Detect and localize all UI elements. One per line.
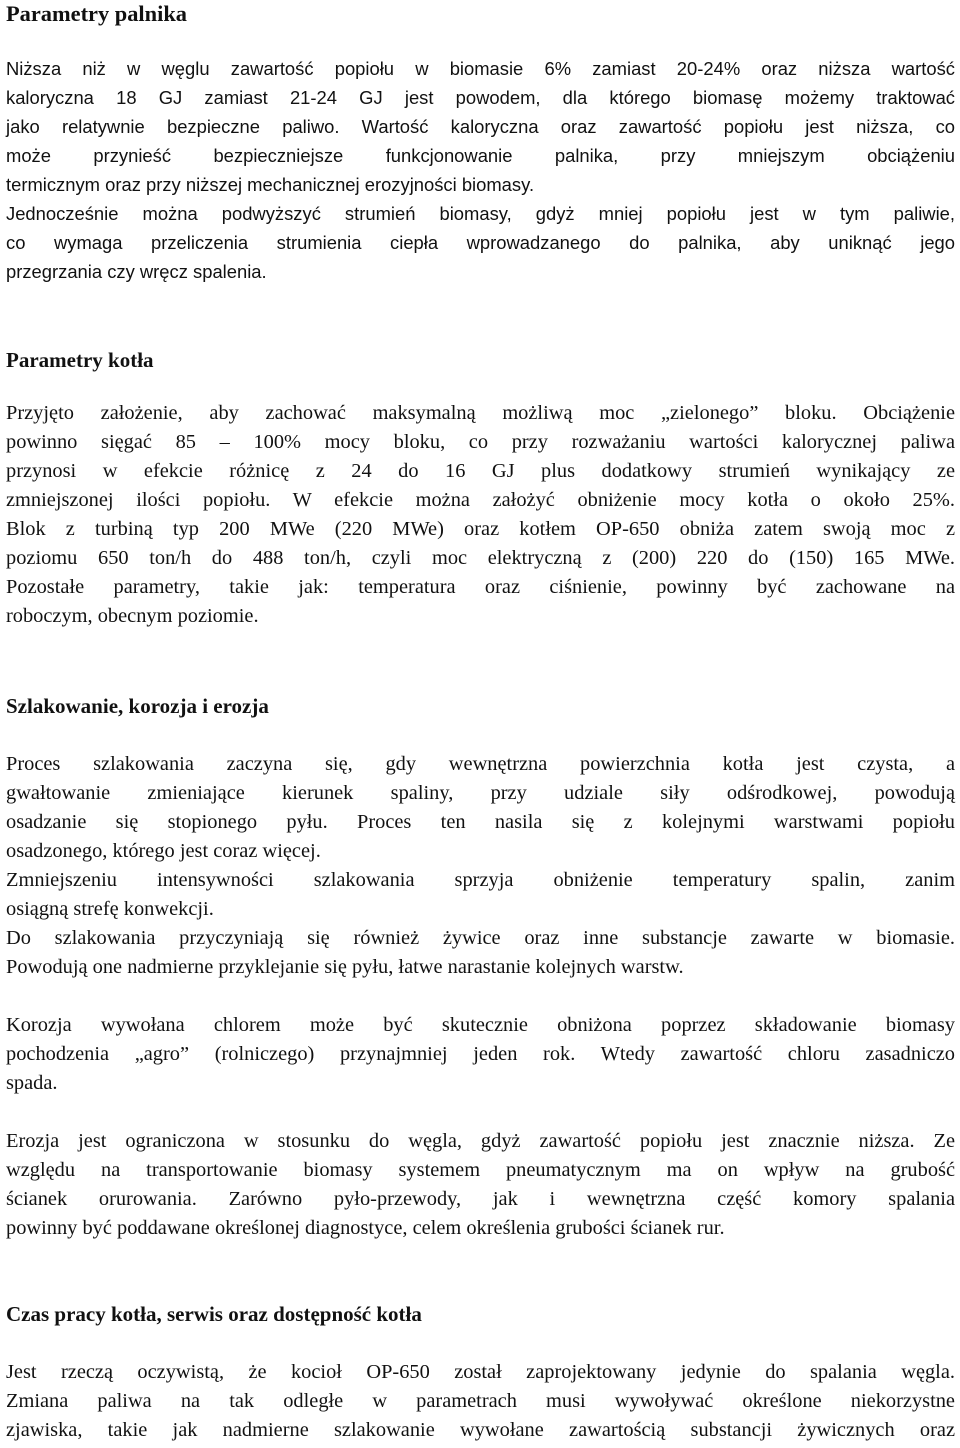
paragraph-erozja: [6, 1127, 955, 1243]
heading-czas-pracy-kotla: Czas pracy kotła, serwis oraz dostępność kotła: [6, 1302, 422, 1326]
text-line: Powodują one nadmierne przyklejanie się pyłu, łatwe narastanie kolejnych warstw.: [6, 956, 684, 978]
heading-parametry-palnika: Parametry palnika: [6, 1, 187, 26]
paragraph-parametry-kotla: [6, 399, 955, 631]
text-line: osadzonego, którego jest coraz więcej.: [6, 840, 321, 862]
text-line: Jednocześnie można podwyższyć strumień biomasy, gdyż mniej popiołu jest w tym paliwie,: [6, 203, 955, 224]
text-line: ścianek orurowania. Zarówno pyło-przewody, jak i wewnętrzna część komory spalania: [6, 1188, 955, 1210]
text-line: osiągną strefę konwekcji.: [6, 898, 214, 920]
text-line: osadzanie się stopionego pyłu. Proces ten nasila się z kolejnymi warstwami popiołu: [6, 811, 955, 833]
paragraph-parametry-palnika: [6, 54, 955, 286]
text-line: Erozja jest ograniczona w stosunku do węgla, gdyż zawartość popiołu jest znacznie niższa. Ze: [6, 1130, 955, 1152]
text-line: zjawiska, takie jak nadmierne szlakowanie wywołane zawartością substancji żywicznych oraz: [6, 1419, 955, 1441]
heading-szlakowanie-korozja-erozja: Szlakowanie, korozja i erozja: [6, 694, 269, 718]
text-line: Korozja wywołana chlorem może być skutecznie obniżona poprzez składowanie biomasy: [6, 1014, 955, 1036]
text-line: zmniejszonej ilości popiołu. W efekcie można założyć obniżenie mocy kotła o około 25%.: [6, 489, 955, 511]
text-line: Do szlakowania przyczyniają się również żywice oraz inne substancje zawarte w biomasie.: [6, 927, 955, 949]
text-line: Blok z turbiną typ 200 MWe (220 MWe) oraz kotłem OP-650 obniża zatem swoją moc z: [6, 518, 955, 540]
text-line: Zmniejszeniu intensywności szlakowania sprzyja obniżenie temperatury spalin, zanim: [6, 869, 955, 891]
text-line: kaloryczna 18 GJ zamiast 21-24 GJ jest powodem, dla którego biomasę możemy traktować: [6, 87, 955, 108]
text-line: termicznym oraz przy niższej mechanicznej erozyjności biomasy.: [6, 174, 535, 195]
text-line: Proces szlakowania zaczyna się, gdy wewnętrzna powierzchnia kotła jest czysta, a: [6, 753, 955, 775]
text-line: powinny być poddawane określonej diagnostyce, celem określenia grubości ścianek rur.: [6, 1217, 725, 1239]
text-line: Jest rzeczą oczywistą, że kocioł OP-650 został zaprojektowany jedynie do spalania węgla.: [6, 1361, 955, 1383]
text-line: powinno sięgać 85 – 100% mocy bloku, co przy rozważaniu wartości kalorycznej paliwa: [6, 431, 955, 453]
paragraph-korozja: [6, 1011, 955, 1098]
text-line: Przyjęto założenie, aby zachować maksymalną możliwą moc „zielonego” bloku. Obciążenie: [6, 402, 955, 424]
paragraph-szlakowanie: [6, 750, 955, 982]
text-line: poziomu 650 ton/h do 488 ton/h, czyli moc elektryczną z (200) 220 do (150) 165 MWe.: [6, 547, 955, 569]
paragraph-czas-pracy: [6, 1358, 955, 1445]
text-line: może przynieść bezpieczniejsze funkcjonowanie palnika, przy mniejszym obciążeniu: [6, 145, 955, 166]
text-line: przynosi w efekcie różnicę z 24 do 16 GJ plus dodatkowy strumień wynikający ze: [6, 460, 955, 482]
text-line: jako relatywnie bezpieczne paliwo. Wartość kaloryczna oraz zawartość popiołu jest niższa, co: [6, 116, 955, 137]
text-line: pochodzenia „agro” (rolniczego) przynajmniej jeden rok. Wtedy zawartość chloru zasadniczo: [6, 1043, 955, 1065]
text-line: roboczym, obecnym poziomie.: [6, 605, 259, 627]
text-line: co wymaga przeliczenia strumienia ciepła wprowadzanego do palnika, aby uniknąć jego: [6, 232, 955, 253]
text-line: Zmiana paliwa na tak odległe w parametrach musi wywoływać określone niekorzystne: [6, 1390, 955, 1412]
text-line: gwałtowanie zmieniające kierunek spaliny, przy udziale siły odśrodkowej, powodują: [6, 782, 955, 804]
text-line: przegrzania czy wręcz spalenia.: [6, 261, 267, 282]
heading-parametry-kotla: Parametry kotła: [6, 348, 154, 372]
text-line: spada.: [6, 1072, 58, 1094]
text-line: Niższa niż w węglu zawartość popiołu w biomasie 6% zamiast 20-24% oraz niższa wartość: [6, 58, 955, 79]
text-line: względu na transportowanie biomasy systemem pneumatycznym ma on wpływ na grubość: [6, 1159, 955, 1181]
text-line: Pozostałe parametry, takie jak: temperatura oraz ciśnienie, powinny być zachowane na: [6, 576, 955, 598]
